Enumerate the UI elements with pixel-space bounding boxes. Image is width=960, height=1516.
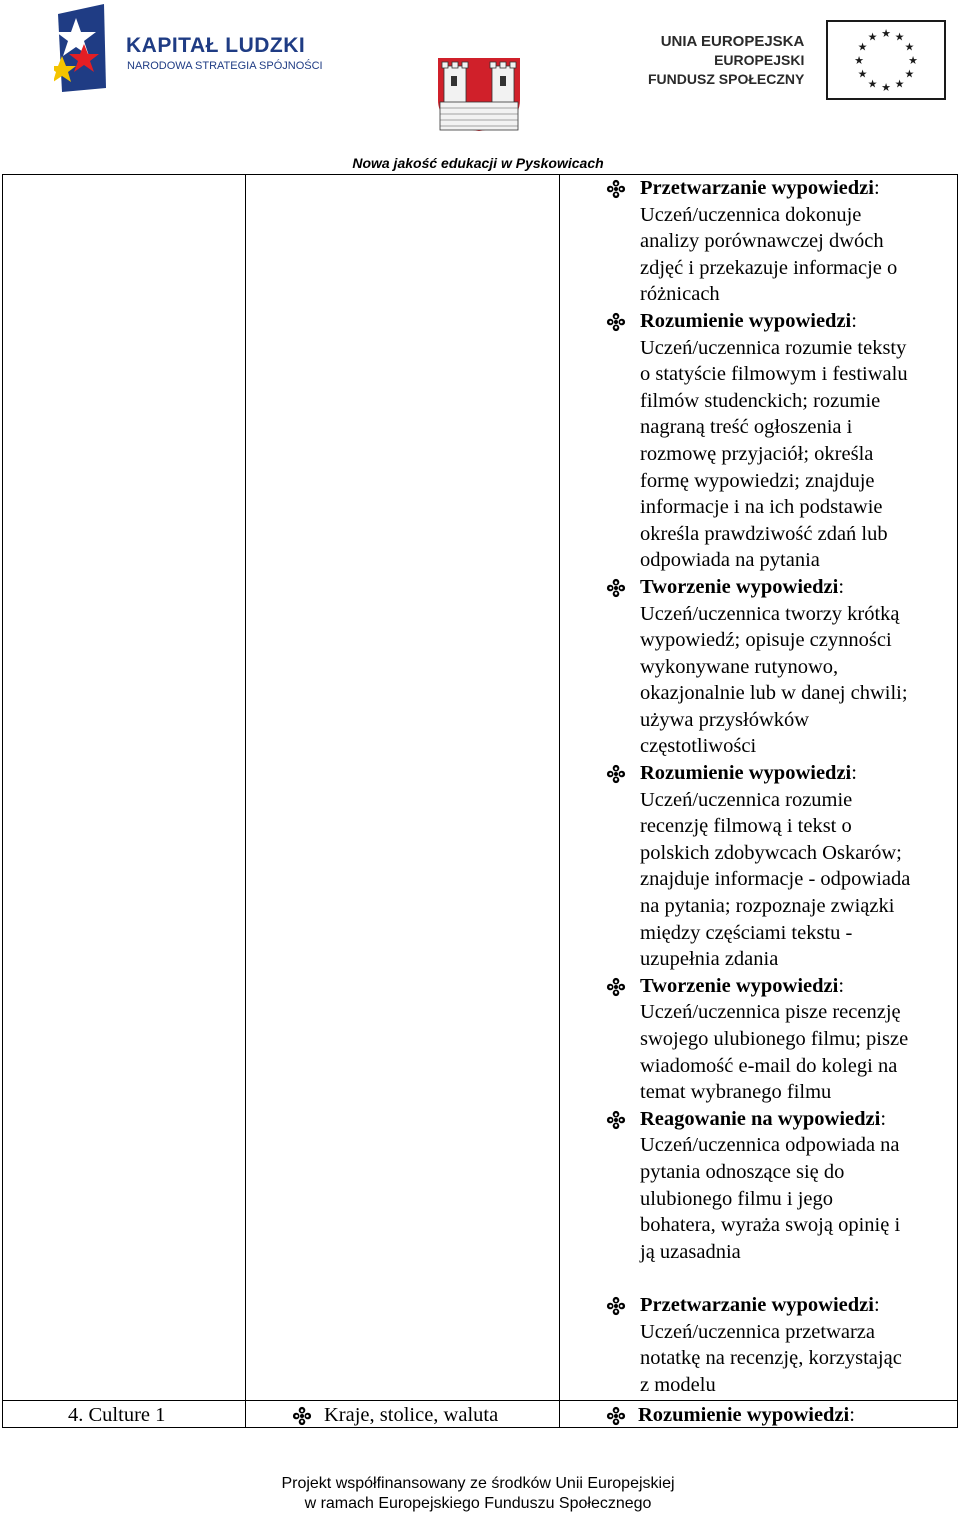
eu-star-icon: ★ xyxy=(857,67,868,81)
kapital-ludzki-star-icon xyxy=(54,4,110,92)
eu-star-icon: ★ xyxy=(857,40,868,54)
skill-entry xyxy=(606,1106,956,1266)
skill-entry-line: wykonywane rutynowo, xyxy=(640,655,839,678)
skill-entry-line: formę wypowiedzi; znajduje xyxy=(640,469,875,492)
skill-entry-heading: Reagowanie na wypowiedzi xyxy=(640,1107,881,1130)
skill-entry-heading: Tworzenie wypowiedzi xyxy=(640,575,839,598)
skill-entry xyxy=(606,308,956,574)
skill-entry-line: Uczeń/uczennica pisze recenzję xyxy=(640,1001,901,1024)
kapital-ludzki-title: KAPITAŁ LUDZKI xyxy=(126,34,306,57)
skill-entry-heading-line: Tworzenie wypowiedzi: xyxy=(640,974,845,997)
footer xyxy=(0,1474,956,1514)
skill-entry-line: analizy porównawczej dwóch xyxy=(640,230,884,253)
skill-entry-line: temat wybranego filmu xyxy=(640,1081,832,1104)
eu-star-icon: ★ xyxy=(904,40,915,54)
skill-entry-line: Uczeń/uczennica przetwarza xyxy=(640,1320,876,1343)
table-row-divider xyxy=(2,1400,958,1401)
skill-entry-heading: Tworzenie wypowiedzi xyxy=(640,974,839,997)
skill-entry-heading-line: Rozumienie wypowiedzi: xyxy=(640,762,857,785)
skill-entry-line: na pytania; rozpoznaje związki xyxy=(640,895,895,918)
skill-cell: Rozumienie wypowiedzi: xyxy=(606,1402,855,1428)
footer-line-2: w ramach Europejskiego Funduszu Społecznego xyxy=(304,1495,652,1512)
skill-entry-line: odpowiada na pytania xyxy=(640,549,820,572)
skills-column xyxy=(606,175,956,1398)
skill-entry-line: uzupełnia zdania xyxy=(640,948,779,971)
diamond-bullet-icon xyxy=(606,574,626,598)
skill-entry-line: okazjonalnie lub w danej chwili; xyxy=(640,682,908,705)
diamond-bullet-icon xyxy=(606,760,626,784)
diamond-bullet-icon xyxy=(606,973,626,997)
skill-entry-line: wypowiedź; opisuje czynności xyxy=(640,629,892,652)
eu-text-block xyxy=(648,32,804,89)
skill-entry-line: rozmowę przyjaciół; określa xyxy=(640,442,874,465)
eu-star-icon: ★ xyxy=(867,30,878,44)
skill-entry-line: o statyście filmowym i festiwalu xyxy=(640,363,908,386)
skill-entry xyxy=(606,574,956,760)
ue-line-2: EUROPEJSKI xyxy=(714,52,805,68)
diamond-bullet-icon xyxy=(292,1402,312,1426)
ue-line-1: UNIA EUROPEJSKA xyxy=(660,33,805,50)
skill-entry-line: notatkę na recenzję, korzystając xyxy=(640,1347,902,1370)
skill-entry-line: używa przysłówków xyxy=(640,708,810,731)
skill-entry xyxy=(606,973,956,1106)
skill-entry-line: między częściami tekstu - xyxy=(640,921,853,944)
eu-flag-icon xyxy=(826,20,946,100)
footer-line-1: Projekt współfinansowany ze środków Unii Europejskiej xyxy=(281,1475,675,1492)
skill-entry-heading: Przetwarzanie wypowiedzi xyxy=(640,177,874,199)
skill-entry-line: znajduje informacje - odpowiada xyxy=(640,868,911,891)
topic-cell xyxy=(292,1402,498,1428)
diamond-bullet-icon xyxy=(606,1292,626,1316)
skill-entry-line: Uczeń/uczennica odpowiada na xyxy=(640,1134,900,1157)
table-border-col2 xyxy=(559,174,560,1428)
skill-entry xyxy=(606,760,956,973)
skill-entry-heading-line: Tworzenie wypowiedzi: xyxy=(640,575,845,598)
skill-entry-line: Uczeń/uczennica tworzy krótką xyxy=(640,602,900,625)
skill-entry-line: ją uzasadnia xyxy=(640,1240,741,1263)
project-title: Nowa jakość edukacji w Pyskowicach xyxy=(352,155,604,171)
skill-heading: Rozumienie wypowiedzi xyxy=(638,1404,850,1426)
skill-entry-line: Uczeń/uczennica rozumie xyxy=(640,788,853,811)
diamond-bullet-icon xyxy=(606,308,626,332)
table-border-right xyxy=(957,174,958,1428)
skill-entry-line: recenzję filmową i tekst o xyxy=(640,815,852,838)
skill-entry-heading: Rozumienie wypowiedzi xyxy=(640,762,852,785)
skill-entry-line: ulubionego filmu i jego xyxy=(640,1187,834,1210)
skill-entry xyxy=(606,1292,956,1398)
skill-entry-line: Uczeń/uczennica dokonuje xyxy=(640,203,862,226)
eu-star-icon: ★ xyxy=(904,67,915,81)
table-border-col1 xyxy=(245,174,246,1428)
topic-text: Kraje, stolice, waluta xyxy=(324,1404,499,1426)
skill-entry-line: Uczeń/uczennica rozumie teksty xyxy=(640,336,907,359)
skill-entry-line: filmów studenckich; rozumie xyxy=(640,389,881,412)
skill-entry-line: wiadomość e-mail do kolegi na xyxy=(640,1054,898,1077)
eu-star-icon: ★ xyxy=(854,54,864,67)
skill-entry-heading-line: Przetwarzanie wypowiedzi: xyxy=(640,1293,880,1316)
skill-entry-line: określa prawdziwość zdań lub xyxy=(640,522,888,545)
skill-entry-heading-line: Przetwarzanie wypowiedzi: xyxy=(640,177,880,199)
kapital-ludzki-subtitle: NARODOWA STRATEGIA SPÓJNOŚCI xyxy=(127,60,323,72)
skill-entry-line: częstotliwości xyxy=(640,735,757,758)
pyskowice-coat-of-arms-icon xyxy=(436,56,522,132)
diamond-bullet-icon xyxy=(606,175,626,199)
skill-entry-line: zdjęć i przekazuje informacje o xyxy=(640,256,898,279)
skill-entry-line: swojego ulubionego filmu; pisze xyxy=(640,1028,909,1050)
skill-entry-line: z modelu xyxy=(640,1373,716,1396)
skill-entry-heading: Przetwarzanie wypowiedzi xyxy=(640,1293,874,1316)
skill-entry-line: polskich zdobywcach Oskarów; xyxy=(640,841,902,864)
eu-star-icon: ★ xyxy=(867,77,878,91)
skill-entry-heading: Rozumienie wypowiedzi xyxy=(640,309,852,332)
eu-star-icon: ★ xyxy=(881,81,891,94)
skill-entry-line: bohatera, wyraża swoją opinię i xyxy=(640,1214,901,1237)
skill-entry-heading-line: Rozumienie wypowiedzi: xyxy=(640,309,857,332)
skill-entry-line: pytania odnoszące się do xyxy=(640,1160,845,1183)
eu-star-icon: ★ xyxy=(908,54,918,67)
table-border-left xyxy=(2,174,3,1428)
skill-entry-line: informacje i na ich podstawie xyxy=(640,496,883,519)
skill-entry-line: nagraną treść ogłoszenia i xyxy=(640,416,853,439)
lesson-cell: 4. Culture 1 xyxy=(68,1404,166,1426)
ue-line-3: FUNDUSZ SPOŁECZNY xyxy=(648,71,805,87)
kapital-ludzki-logo xyxy=(54,4,324,92)
diamond-bullet-icon xyxy=(606,1106,626,1130)
diamond-bullet-icon xyxy=(606,1402,626,1426)
skill-entry-heading-line: Reagowanie na wypowiedzi: xyxy=(640,1107,887,1130)
skill-entry-line: różnicach xyxy=(640,283,720,306)
eu-star-icon: ★ xyxy=(894,77,905,91)
eu-star-icon: ★ xyxy=(881,27,891,40)
eu-star-icon: ★ xyxy=(894,30,905,44)
skill-entry xyxy=(606,175,956,308)
